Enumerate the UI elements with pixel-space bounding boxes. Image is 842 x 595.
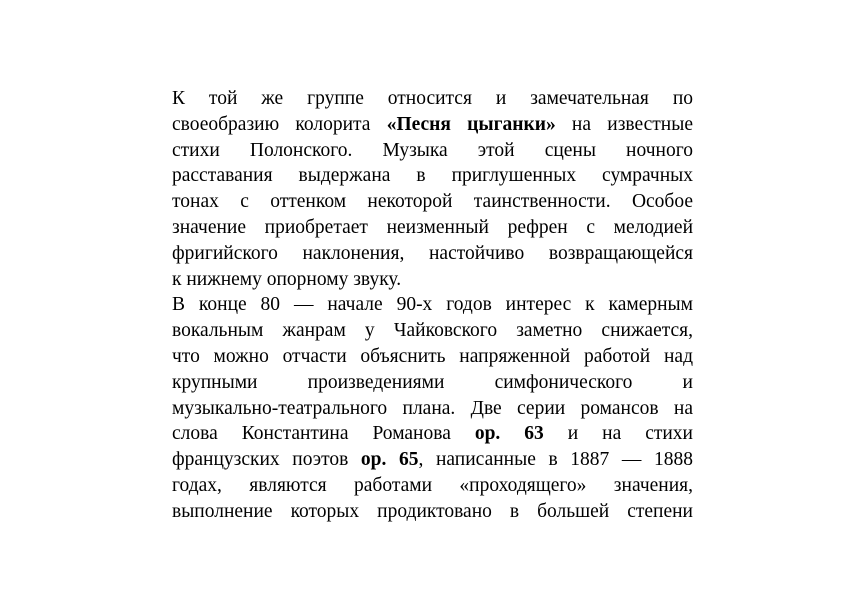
text-run: крупными произведениями симфонического и	[172, 371, 693, 393]
text-line	[172, 318, 693, 344]
text-run: вокальным жанрам у Чайковского заметно снижается,	[172, 320, 693, 342]
text-run: выполнение которых продиктовано в большей степени	[172, 500, 693, 522]
text-run: что можно отчасти объяснить напряженной работой над	[172, 345, 693, 367]
text-line	[172, 344, 693, 370]
text-line	[172, 163, 693, 189]
paragraph	[172, 86, 693, 292]
text-line	[172, 86, 693, 112]
text-run: стихи Полонского. Музыка этой сцены ночного	[172, 139, 693, 161]
text-run: К той же группе относится и замечательная по	[172, 88, 693, 109]
text-run: расставания выдержана в приглушенных сумрачных	[172, 165, 693, 187]
text-run: тонах с оттенком некоторой таинственности. Особое	[172, 191, 693, 213]
text-run: фригийского наклонения, настойчиво возвращающейся	[172, 242, 693, 264]
text-line	[172, 292, 693, 318]
bold-text-run: ор. 65	[360, 449, 419, 471]
paragraph	[172, 292, 693, 524]
text-run: слова Константина Романова	[172, 423, 475, 445]
text-line	[172, 447, 693, 473]
text-line	[172, 267, 693, 293]
bold-text-run: ор. 63	[474, 423, 544, 445]
text-line	[172, 473, 693, 499]
text-run: , написанные в 1887 — 1888	[418, 449, 693, 471]
text-run: французских поэтов	[172, 449, 361, 471]
text-line	[172, 215, 693, 241]
body-text	[172, 86, 693, 525]
text-line	[172, 241, 693, 267]
text-run: к нижнему опорному звуку.	[172, 268, 402, 290]
text-run: годах, являются работами «проходящего» значения,	[172, 474, 693, 496]
text-line	[172, 421, 693, 447]
text-run: значение приобретает неизменный рефрен с мелодией	[172, 216, 693, 238]
text-line	[172, 396, 693, 422]
text-run: В конце 80 — начале 90-х годов интерес к камерным	[172, 294, 693, 316]
text-run: и на стихи	[543, 423, 693, 445]
text-run: на известные	[555, 113, 693, 135]
text-line	[172, 189, 693, 215]
bold-text-run: «Песня цыганки»	[386, 113, 556, 135]
text-run: музыкально-театрального плана. Две серии романсов на	[172, 397, 693, 419]
text-line	[172, 138, 693, 164]
text-line	[172, 499, 693, 525]
text-line	[172, 112, 693, 138]
text-run: своеобразию колорита	[172, 113, 387, 135]
text-line	[172, 370, 693, 396]
